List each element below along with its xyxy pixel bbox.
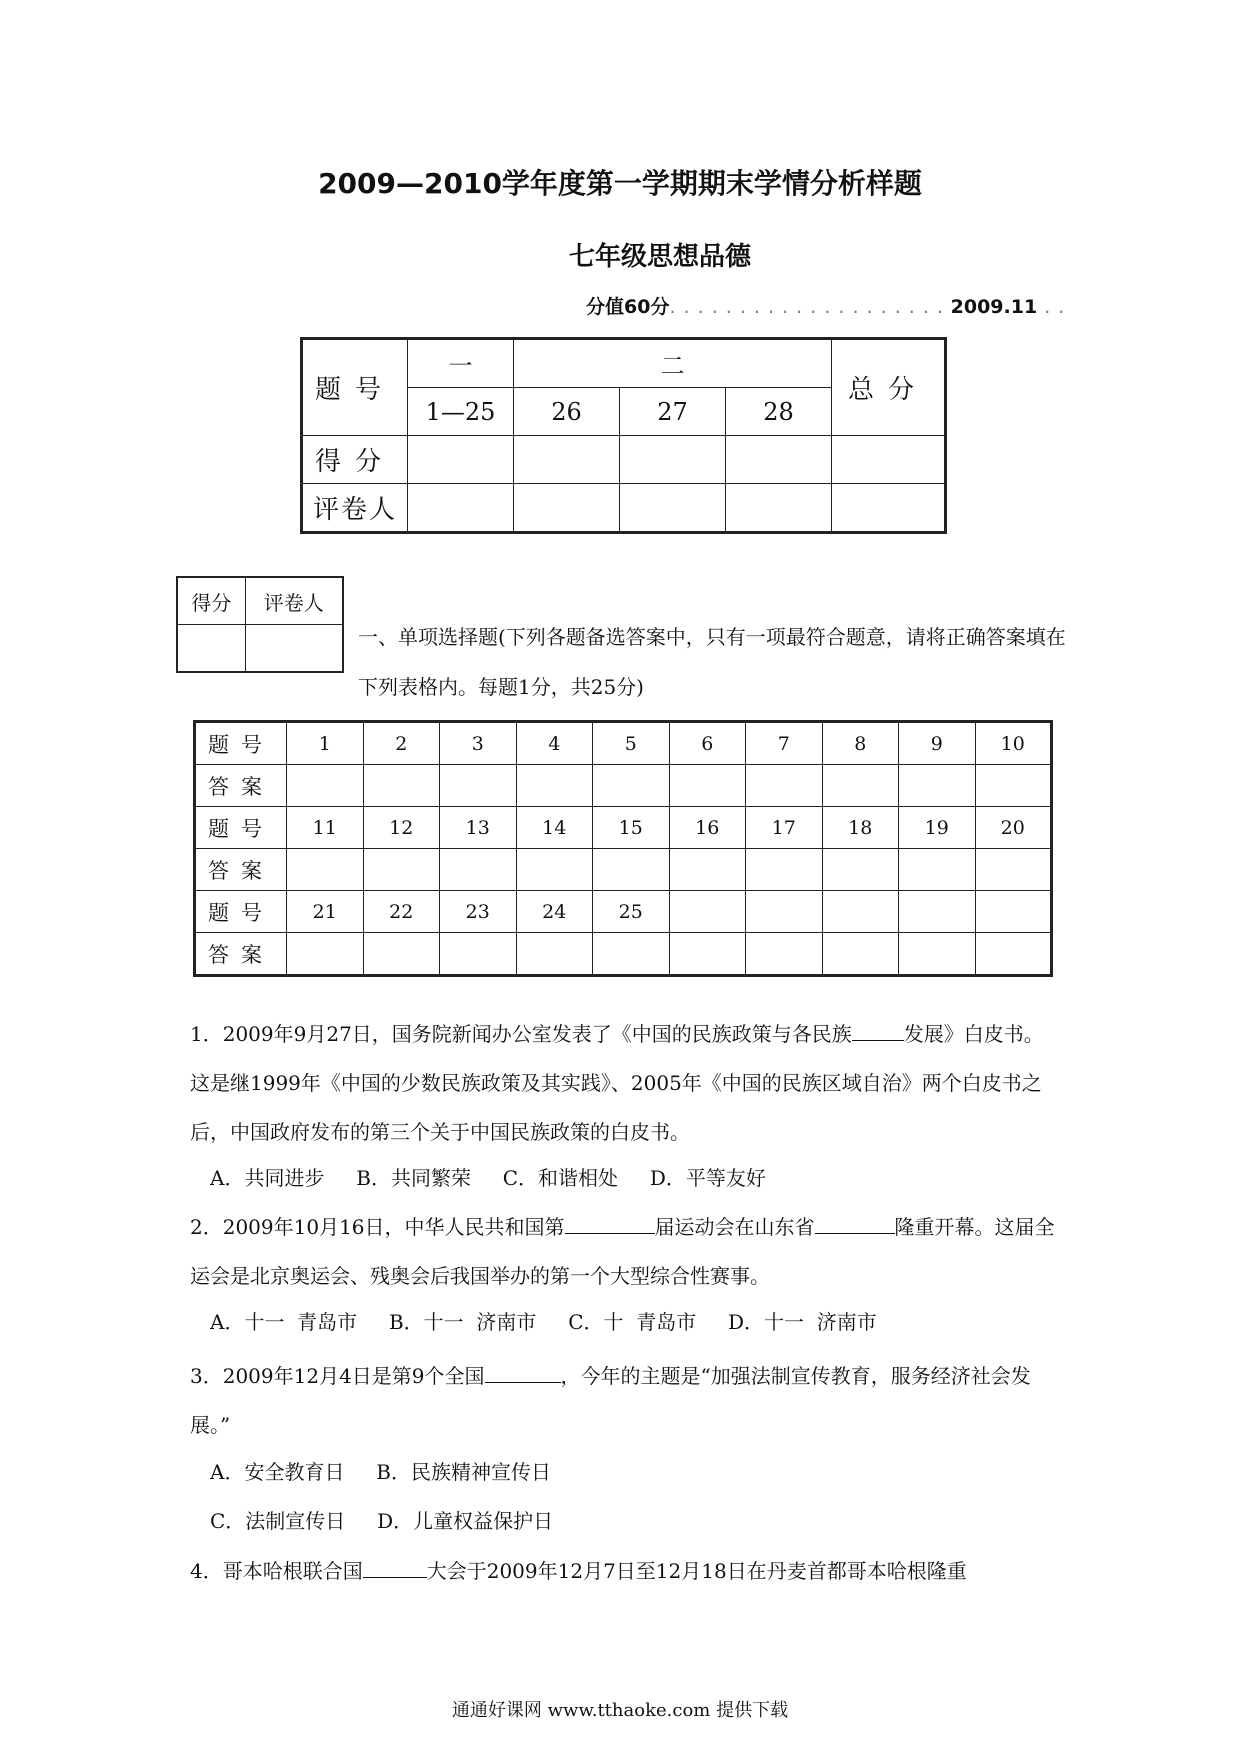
question-2: 2．2009年10月16日，中华人民共和国第 届运动会在山东省 隆重开幕。这届全运会是北京奥运会、残奥会后我国举办的第一个大型综合性赛事。 xyxy=(190,1215,1055,1288)
score-cell[interactable] xyxy=(514,436,620,484)
score-cell[interactable] xyxy=(620,436,726,484)
question-number-cell: 15 xyxy=(593,807,670,849)
answer-cell[interactable] xyxy=(440,933,517,976)
question-number-cell: 10 xyxy=(975,722,1052,765)
question-number-cell xyxy=(669,891,746,933)
answer-blank[interactable] xyxy=(852,1024,904,1041)
grader-cell[interactable] xyxy=(620,484,726,533)
answer-cell[interactable] xyxy=(746,933,823,976)
answer-cell[interactable] xyxy=(822,849,899,891)
question-number-cell: 12 xyxy=(363,807,440,849)
answer-cell[interactable] xyxy=(363,933,440,976)
score-table xyxy=(300,337,947,534)
answer-blank[interactable] xyxy=(485,1366,561,1383)
answer-cell[interactable] xyxy=(440,849,517,891)
total-header: 总分 xyxy=(832,339,946,436)
question-number-cell: 14 xyxy=(516,807,593,849)
answer-cell[interactable] xyxy=(669,849,746,891)
question-number-cell: 19 xyxy=(899,807,976,849)
answer-cell[interactable] xyxy=(593,849,670,891)
answer-cell[interactable] xyxy=(516,765,593,807)
row-label-qno: 题号 xyxy=(195,807,287,849)
answer-cell[interactable] xyxy=(746,849,823,891)
option[interactable]: D．十一 济南市 xyxy=(728,1310,877,1334)
question-number-cell: 13 xyxy=(440,807,517,849)
answer-cell[interactable] xyxy=(516,933,593,976)
answer-cell[interactable] xyxy=(440,765,517,807)
question-number-cell: 7 xyxy=(746,722,823,765)
question-number-cell: 21 xyxy=(287,891,364,933)
question-number-cell: 11 xyxy=(287,807,364,849)
question-number-cell: 2 xyxy=(363,722,440,765)
answer-cell[interactable] xyxy=(899,933,976,976)
answer-cell[interactable] xyxy=(822,765,899,807)
answer-table xyxy=(193,720,1053,977)
score-cell[interactable] xyxy=(726,436,832,484)
question-number-cell xyxy=(822,891,899,933)
section-score-box xyxy=(176,576,344,673)
option[interactable]: C．十 青岛市 xyxy=(568,1310,697,1334)
question-number-cell: 9 xyxy=(899,722,976,765)
option[interactable]: A．十一 青岛市 xyxy=(210,1310,358,1334)
page-subtitle: 七年级思想品德 xyxy=(568,242,751,272)
mini-grader-cell[interactable] xyxy=(245,625,343,673)
option[interactable]: A．安全教育日 xyxy=(210,1460,345,1484)
sub-col: 27 xyxy=(620,388,726,436)
sub-col: 1—25 xyxy=(408,388,514,436)
answer-cell[interactable] xyxy=(899,765,976,807)
question-number-cell: 16 xyxy=(669,807,746,849)
question-number-cell: 20 xyxy=(975,807,1052,849)
answer-blank[interactable] xyxy=(363,1561,427,1578)
question-number-cell: 1 xyxy=(287,722,364,765)
score-table-label-qno: 题号 xyxy=(302,339,408,436)
answer-blank[interactable] xyxy=(565,1217,655,1234)
answer-cell[interactable] xyxy=(363,849,440,891)
mini-score-label: 得分 xyxy=(177,577,245,625)
exam-meta: 分值60分. . . . . . . . . . . . . . . . . . . . 2009.11 . . xyxy=(586,296,1066,318)
score-row-label: 得分 xyxy=(302,436,408,484)
answer-cell[interactable] xyxy=(516,849,593,891)
question-number-cell: 23 xyxy=(440,891,517,933)
footer-credit: 通通好课网 www.tthaoke.com 提供下载 xyxy=(451,1700,789,1721)
answer-cell[interactable] xyxy=(822,933,899,976)
option[interactable]: B．共同繁荣 xyxy=(356,1166,471,1190)
row-label-answer: 答案 xyxy=(195,765,287,807)
question-2-options xyxy=(210,1306,877,1335)
answer-cell[interactable] xyxy=(669,933,746,976)
grader-cell[interactable] xyxy=(726,484,832,533)
question-3: 3．2009年12月4日是第9个全国 ，今年的主题是“加强法制宣传教育，服务经济社会发展。” xyxy=(190,1364,1031,1437)
answer-blank[interactable] xyxy=(815,1217,895,1234)
grader-row-label: 评卷人 xyxy=(302,484,408,533)
answer-cell[interactable] xyxy=(287,765,364,807)
row-label-answer: 答案 xyxy=(195,849,287,891)
option[interactable]: A．共同进步 xyxy=(210,1166,325,1190)
page-title: 2009—2010学年度第一学期期末学情分析样题 xyxy=(318,167,922,200)
option[interactable]: B．十一 济南市 xyxy=(388,1310,537,1334)
part-two-header: 二 xyxy=(514,339,832,388)
answer-cell[interactable] xyxy=(593,765,670,807)
answer-cell[interactable] xyxy=(975,765,1052,807)
row-label-qno: 题号 xyxy=(195,722,287,765)
answer-cell[interactable] xyxy=(669,765,746,807)
question-number-cell: 17 xyxy=(746,807,823,849)
answer-cell[interactable] xyxy=(975,849,1052,891)
score-cell[interactable] xyxy=(832,436,946,484)
mini-grader-label: 评卷人 xyxy=(245,577,343,625)
sub-col: 28 xyxy=(726,388,832,436)
grader-cell[interactable] xyxy=(514,484,620,533)
exam-date: 2009.11 xyxy=(950,296,1038,318)
option[interactable]: C．和谐相处 xyxy=(502,1166,619,1190)
question-4: 4．哥本哈根联合国 大会于2009年12月7日至12月18日在丹麦首都哥本哈根隆重 xyxy=(190,1559,967,1583)
section-one-heading: 一、单项选择题(下列各题备选答案中，只有一项最符合题意，请将正确答案填在下列表格内。每题1分，共25分) xyxy=(358,625,1066,699)
question-number-cell: 18 xyxy=(822,807,899,849)
question-number-cell: 22 xyxy=(363,891,440,933)
answer-cell[interactable] xyxy=(746,765,823,807)
question-number-cell: 25 xyxy=(593,891,670,933)
answer-cell[interactable] xyxy=(287,849,364,891)
question-number-cell: 4 xyxy=(516,722,593,765)
question-number-cell xyxy=(975,891,1052,933)
answer-cell[interactable] xyxy=(287,933,364,976)
row-label-qno: 题号 xyxy=(195,891,287,933)
answer-cell[interactable] xyxy=(593,933,670,976)
question-number-cell xyxy=(746,891,823,933)
mini-score-cell[interactable] xyxy=(177,625,245,673)
question-number-cell xyxy=(899,891,976,933)
part-one-header: 一 xyxy=(408,339,514,388)
score-value: 分值60分 xyxy=(586,296,670,318)
answer-cell[interactable] xyxy=(975,933,1052,976)
question-number-cell: 24 xyxy=(516,891,593,933)
question-number-cell: 5 xyxy=(593,722,670,765)
question-1-options xyxy=(210,1162,766,1191)
option[interactable]: B．民族精神宣传日 xyxy=(376,1460,551,1484)
question-number-cell: 3 xyxy=(440,722,517,765)
grader-cell[interactable] xyxy=(832,484,946,533)
question-number-cell: 8 xyxy=(822,722,899,765)
sub-col: 26 xyxy=(514,388,620,436)
option[interactable]: D．儿童权益保护日 xyxy=(377,1509,554,1533)
question-number-cell: 6 xyxy=(669,722,746,765)
option[interactable]: D．平等友好 xyxy=(649,1166,766,1190)
answer-cell[interactable] xyxy=(363,765,440,807)
row-label-answer: 答案 xyxy=(195,933,287,976)
score-cell[interactable] xyxy=(408,436,514,484)
option[interactable]: C．法制宣传日 xyxy=(210,1509,346,1533)
question-1: 1．2009年9月27日，国务院新闻办公室发表了《中国的民族政策与各民族 发展》白皮书。这是继1999年《中国的少数民族政策及其实践》、2005年《中国的民族区域自治》两个白皮书之后，中国政府发布的第三个关于中国民族政策的白皮书。 xyxy=(190,1022,1044,1144)
answer-cell[interactable] xyxy=(899,849,976,891)
question-3-options-row1 xyxy=(210,1456,551,1485)
grader-cell[interactable] xyxy=(408,484,514,533)
question-3-options-row2 xyxy=(210,1505,553,1534)
